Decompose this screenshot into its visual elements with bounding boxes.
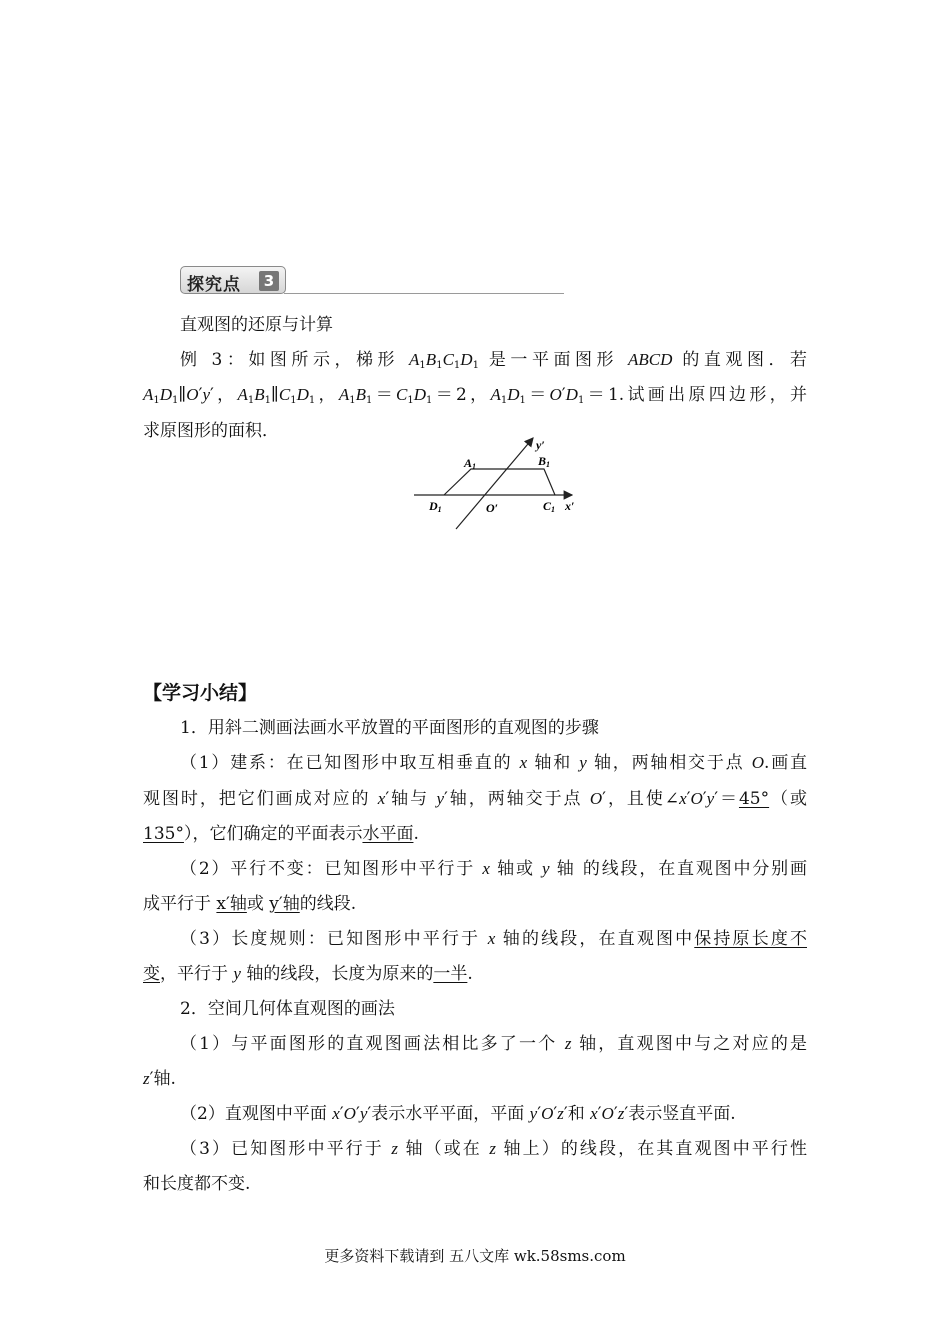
summary-p2-title: 2．空间几何体直观图的画法 bbox=[180, 999, 395, 1019]
summary-p1-3-line1: （3）长度规则：已知图形中平行于 x 轴的线段，在直观图中保持原长度不 bbox=[180, 929, 807, 949]
summary-p1-3-line2: 变，平行于 y 轴的线段，长度为原来的一半. bbox=[143, 964, 473, 984]
badge-box bbox=[180, 266, 286, 294]
badge-underline bbox=[284, 293, 564, 294]
answer-135: 135° bbox=[143, 824, 184, 844]
badge-number: 3 bbox=[259, 271, 279, 291]
summary-p1-title: 1．用斜二测画法画水平放置的平面图形的直观图的步骤 bbox=[180, 718, 599, 738]
summary-p2-2: （2）直观图中平面 x′O′y′表示水平平面，平面 y′O′z′和 x′O′z′表示竖直平面. bbox=[180, 1104, 736, 1124]
trapezoid bbox=[444, 469, 555, 495]
summary-p1-2-line1: （2）平行不变：已知图形中平行于 x 轴或 y 轴 的线段，在直观图中分别画 bbox=[180, 859, 808, 879]
label-c1: C1 bbox=[543, 499, 556, 514]
answer-45: 45° bbox=[738, 789, 770, 809]
example-line-3: 求原图形的面积． bbox=[143, 421, 279, 441]
answer-x-axis: x′轴 bbox=[216, 894, 247, 914]
summary-p2-1-line2: z′轴. bbox=[143, 1069, 176, 1089]
summary-p1-2-line2: 成平行于 x′轴或 y′轴的线段. bbox=[143, 894, 357, 914]
section-badge bbox=[180, 266, 564, 298]
label-o: O′ bbox=[486, 501, 499, 515]
badge-label: 探究点 bbox=[187, 275, 241, 295]
label-x: x′ bbox=[565, 499, 575, 513]
y-axis bbox=[456, 438, 533, 529]
label-a1: A1 bbox=[464, 456, 477, 471]
label-d1: D1 bbox=[429, 499, 442, 514]
topic-title: 直观图的还原与计算 bbox=[180, 315, 333, 335]
answer-keep-length: 保持原长度不 bbox=[694, 929, 807, 949]
summary-p1-1-line3: 135°），它们确定的平面表示水平面. bbox=[143, 824, 419, 844]
summary-p2-3-line2: 和长度都不变. bbox=[143, 1174, 251, 1194]
trapezoid-figure bbox=[400, 432, 590, 534]
summary-heading: 【学习小结】 bbox=[143, 682, 258, 704]
footer-text: 更多资料下载请到 五八文库 wk.58sms.com bbox=[324, 1247, 626, 1265]
answer-horizontal-plane: 水平面 bbox=[362, 824, 414, 844]
answer-half: 一半 bbox=[433, 964, 468, 984]
example-line-1: 例 3：如图所示，梯形 $A_1B_1C_1D_1$ 是一平面图形 ABCD 的直观图．若 bbox=[180, 350, 808, 371]
answer-keep-length-end: 变 bbox=[143, 964, 160, 984]
summary-p2-1-line1: （1）与平面图形的直观图画法相比多了一个 z 轴，直观图中与之对应的是 bbox=[180, 1034, 807, 1054]
summary-p2-3-line1: （3）已知图形中平行于 z 轴（或在 z 轴上）的线段，在其直观图中平行性 bbox=[180, 1139, 807, 1159]
answer-y-axis: y′轴 bbox=[269, 894, 300, 914]
summary-p1-1-line2: 观图时，把它们画成对应的 x′轴与 y′轴，两轴交于点 O′，且使∠x′O′y′＝45°（或 bbox=[143, 789, 808, 809]
label-b1: B1 bbox=[538, 454, 551, 469]
example-line-2: $A_1D_1\parallel O'y'$，$A_1B_1\parallel C_1D_1$，$A_1B_1=C_1D_1=2$，$A_1D_1=O'D_1=1$.试画出原四边形，并 bbox=[143, 385, 807, 406]
summary-p1-1-line1: （1）建系：在已知图形中取互相垂直的 x 轴和 y 轴，两轴相交于点 O.画直 bbox=[180, 753, 808, 773]
label-y: y′ bbox=[536, 438, 545, 452]
